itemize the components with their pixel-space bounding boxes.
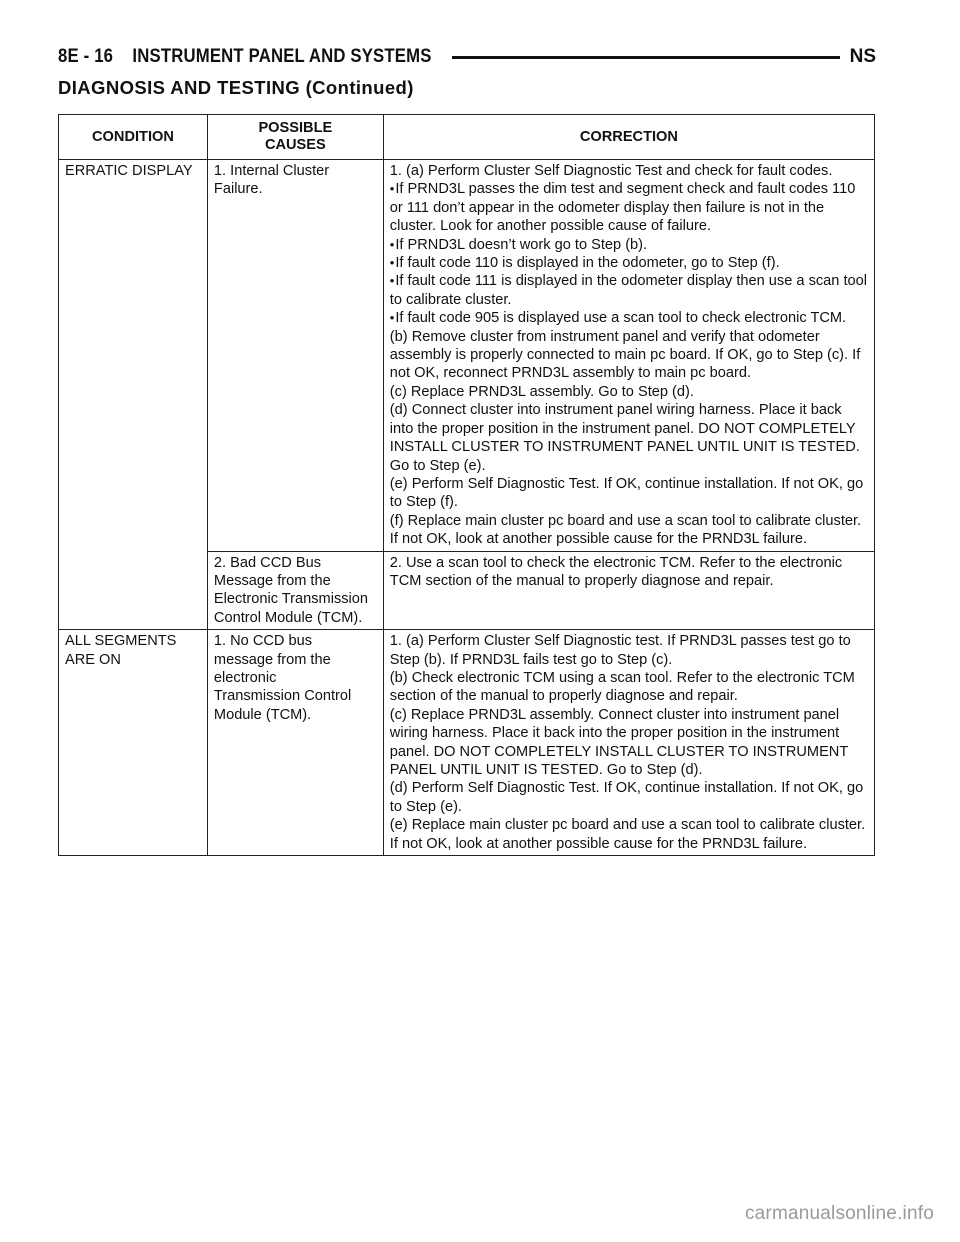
- correction-line: [390, 632, 868, 669]
- correction-line: [390, 254, 868, 272]
- correction-text: (f) Replace main cluster pc board and use a scan tool to calibrate cluster. If not OK, look at another possible cause for the PRND3L failure.: [389, 512, 862, 548]
- correction-text: (d) Connect cluster into instrument panel wiring harness. Place it back into the proper position in the instrument panel. DO NOT COMPLETELY INSTALL CLUSTER TO INSTRUMENT PANEL UNTIL UNIT IS TESTED. Go to Step (e).: [389, 402, 860, 474]
- correction-line: [390, 779, 868, 816]
- correction-cell: [383, 551, 874, 630]
- watermark: carmanualsonline.info: [744, 1203, 934, 1224]
- correction-text: (e) Perform Self Diagnostic Test. If OK, continue installation. If not OK, go to Step (f).: [389, 475, 864, 511]
- bullet-icon: •: [389, 181, 395, 197]
- correction-line: [390, 309, 868, 327]
- correction-cell: [383, 160, 874, 552]
- correction-text: (b) Check electronic TCM using a scan tool. Refer to the electronic TCM section of the manual to properly diagnose and repair.: [389, 669, 855, 705]
- table-row: [59, 160, 875, 552]
- cause-cell: 2. Bad CCD Bus Message from the Electronic Transmission Control Module (TCM).: [207, 551, 383, 630]
- bullet-icon: •: [389, 236, 395, 252]
- table-header-row: [59, 115, 875, 160]
- correction-text: (d) Perform Self Diagnostic Test. If OK, continue installation. If not OK, go to Step (e).: [389, 780, 864, 815]
- correction-text: (e) Replace main cluster pc board and use a scan tool to calibrate cluster. If not OK, look at another possible cause for the PRND3L failure.: [389, 817, 866, 852]
- correction-line: [390, 512, 868, 549]
- cause-cell: 1. Internal Cluster Failure.: [207, 160, 383, 552]
- correction-text: 2. Use a scan tool to check the electronic TCM. Refer to the electronic TCM section of the manual to properly diagnose and repair.: [389, 554, 843, 589]
- column-header-possible-causes: [207, 115, 383, 160]
- correction-text: (c) Replace PRND3L assembly. Go to Step (d).: [389, 383, 694, 400]
- bullet-icon: •: [389, 255, 395, 271]
- correction-line: [390, 272, 868, 309]
- diagnosis-table: [58, 114, 875, 856]
- correction-line: [390, 475, 868, 512]
- correction-line: [390, 180, 868, 235]
- column-header-condition: CONDITION: [59, 115, 208, 160]
- correction-line: [390, 236, 868, 254]
- correction-line: [390, 706, 868, 780]
- correction-text: 1. (a) Perform Cluster Self Diagnostic test. If PRND3L passes test go to Step (b). If PRND3L fails test go to Step (c).: [389, 633, 851, 668]
- correction-line: [390, 162, 868, 180]
- page-header: [58, 44, 876, 70]
- correction-text: If PRND3L passes the dim test and segment check and fault codes 110 or 111 don’t appear in the odometer display then failure is not in the cluster. Look for another possible cause of failure.: [389, 181, 856, 235]
- correction-text: (b) Remove cluster from instrument panel and verify that odometer assembly is properly connected to main pc board. If OK, go to Step (c). If not OK, reconnect PRND3L assembly to main pc board.: [389, 328, 861, 382]
- correction-line: [390, 328, 868, 383]
- correction-line: [390, 401, 868, 475]
- correction-cell: [383, 630, 874, 856]
- correction-text: If PRND3L doesn’t work go to Step (b).: [395, 236, 648, 253]
- correction-line: [390, 816, 868, 853]
- section-title: DIAGNOSIS AND TESTING (Continued): [58, 77, 414, 98]
- column-header-possible-causes-text: POSSIBLE CAUSES: [258, 120, 333, 153]
- correction-line: [390, 669, 868, 706]
- cause-cell: 1. No CCD bus message from the electronic Transmission Control Module (TCM).: [207, 630, 383, 856]
- page-header-code: NS: [849, 46, 876, 67]
- correction-line: [390, 554, 868, 591]
- correction-text: (c) Replace PRND3L assembly. Connect cluster into instrument panel wiring harness. Place it back into the proper position in the instrument panel. DO NOT COMPLETELY INSTALL CLUSTER TO INSTRUMENT PANEL UNTIL UNIT IS TESTED. Go to Step (d).: [389, 706, 848, 778]
- table-row: [59, 551, 875, 630]
- bullet-icon: •: [389, 273, 395, 289]
- condition-cell: ALL SEGMENTS ARE ON: [59, 630, 208, 856]
- table-row: [59, 630, 875, 856]
- correction-text: If fault code 110 is displayed in the odometer, go to Step (f).: [395, 255, 780, 272]
- correction-text: If fault code 905 is displayed use a scan tool to check electronic TCM.: [395, 310, 847, 327]
- correction-text: If fault code 111 is displayed in the odometer display then use a scan tool to calibrate cluster.: [389, 273, 867, 308]
- bullet-icon: •: [389, 310, 395, 326]
- condition-cell: [59, 551, 208, 630]
- column-header-correction: CORRECTION: [383, 115, 874, 160]
- page-header-title: 8E - 16 INSTRUMENT PANEL AND SYSTEMS: [58, 46, 432, 67]
- condition-cell: ERRATIC DISPLAY: [59, 160, 208, 552]
- header-rule: [452, 56, 839, 59]
- correction-text: 1. (a) Perform Cluster Self Diagnostic Test and check for fault codes.: [389, 163, 833, 179]
- correction-line: [390, 383, 868, 401]
